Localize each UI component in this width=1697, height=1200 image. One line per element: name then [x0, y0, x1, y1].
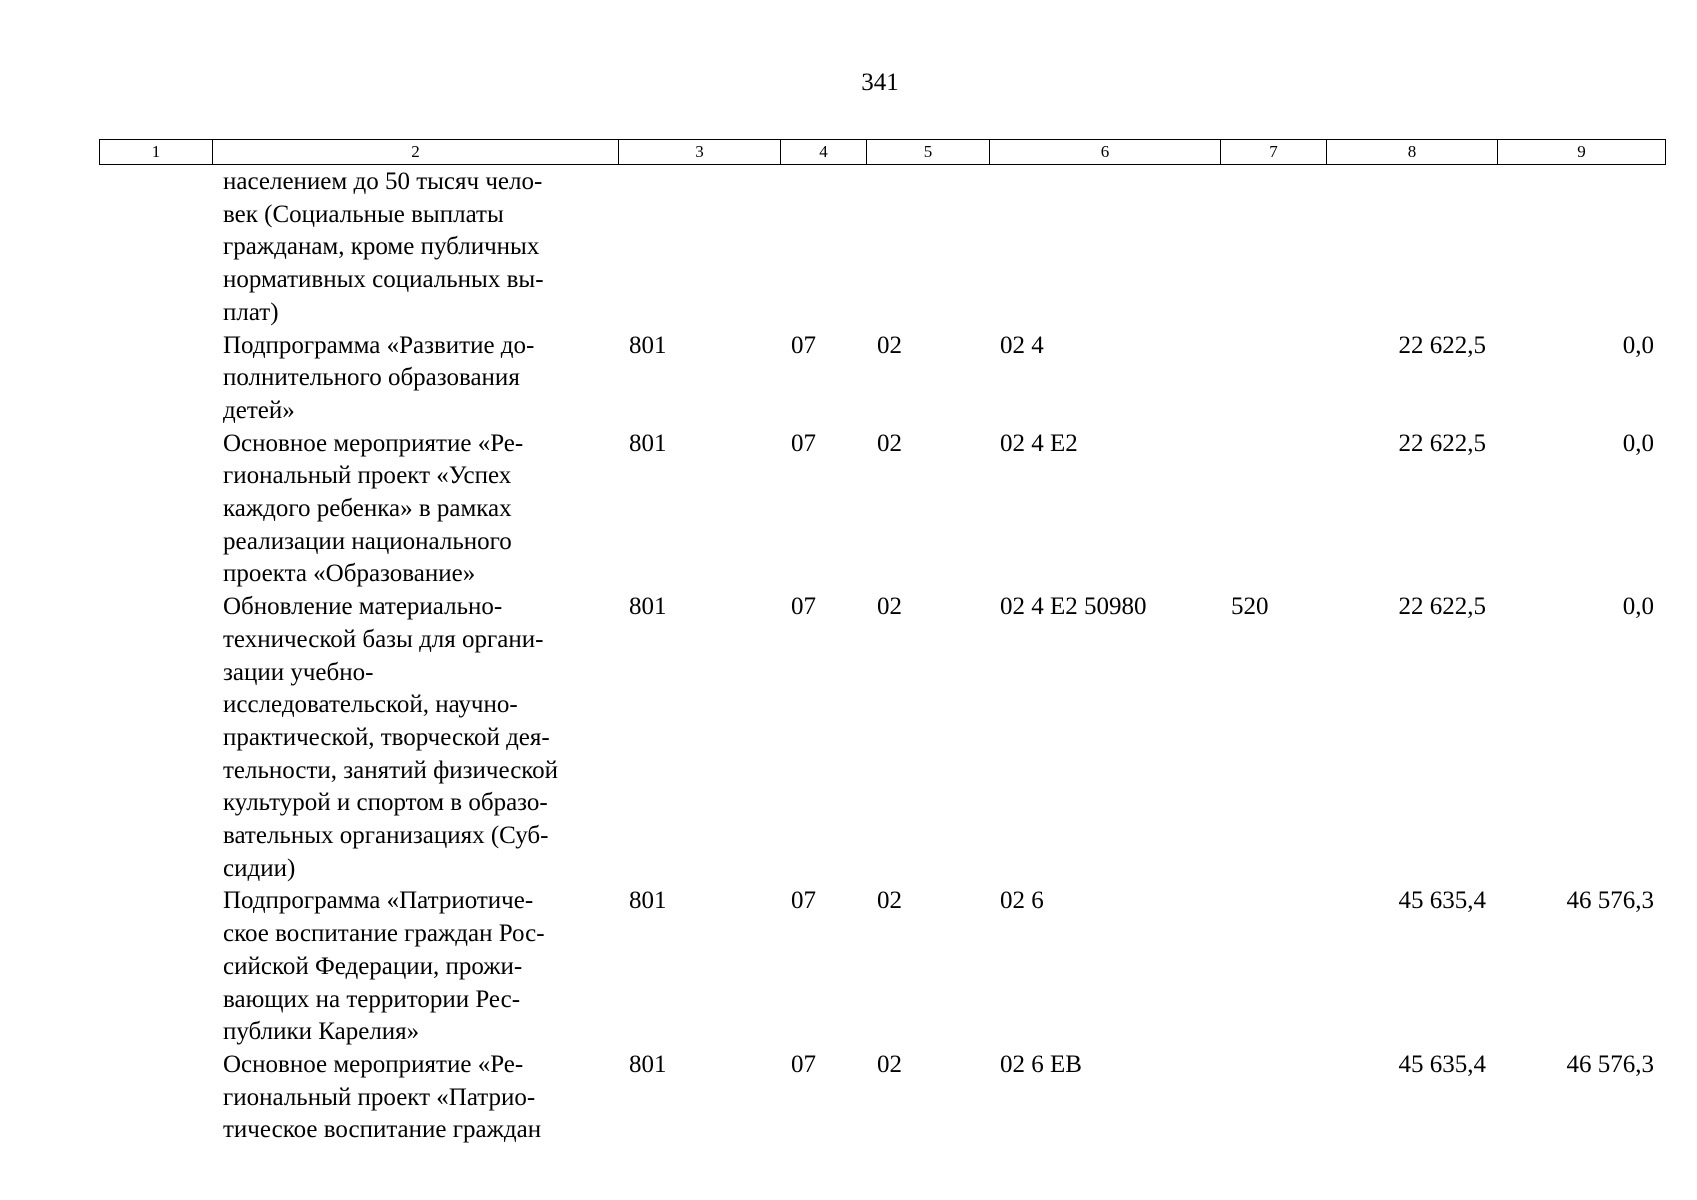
- row-number-cell: [99, 591, 212, 885]
- item-name-line: Подпрограмма «Патриотиче-: [223, 887, 534, 915]
- item-name-line: нормативных социальных вы-: [223, 266, 544, 294]
- column-header-row: [100, 140, 1666, 165]
- target-article-column-6-cell: 02 4: [1000, 331, 1044, 359]
- item-name-line: исследовательской, научно-: [223, 691, 518, 719]
- code-column-3-cell: 801: [629, 1050, 667, 1078]
- target-article-column-6-cell: 02 4 E2: [1000, 429, 1078, 457]
- amount-column-8-cell: [1326, 166, 1497, 330]
- code-column-3-cell: 801: [629, 331, 667, 359]
- item-name-line: сийской Федерации, прожи-: [223, 952, 523, 980]
- item-name-line: Основное мероприятие «Ре-: [223, 429, 524, 457]
- item-name-line: практической, творческой дея-: [223, 723, 550, 751]
- item-name-line: Обновление материально-: [223, 593, 503, 621]
- item-name-line: Подпрограмма «Развитие до-: [223, 331, 535, 359]
- item-name-line: каждого ребенка» в рамках: [223, 495, 512, 523]
- page-number: 341: [861, 69, 899, 96]
- target-article-column-6-cell: 02 6 EB: [1000, 1050, 1082, 1078]
- expense-type-column-7-cell: [1220, 166, 1326, 330]
- item-name-line: населением до 50 тысяч чело-: [223, 168, 543, 195]
- item-name-line: детей»: [223, 396, 295, 424]
- item-name-cell: [212, 591, 618, 885]
- amount-column-8-cell: 22 622,5: [1398, 593, 1486, 621]
- table-row: [99, 166, 1665, 330]
- code-column-3-cell: 801: [629, 429, 667, 457]
- subsection-column-5-cell: 02: [877, 593, 902, 621]
- amount-column-9-cell: 0,0: [1622, 593, 1654, 621]
- column-header-2: 2: [213, 140, 619, 165]
- item-name-line: вательных организациях (Суб-: [223, 822, 549, 850]
- item-name-line: ское воспитание граждан Рос-: [223, 920, 545, 948]
- section-column-4-cell: 07: [791, 593, 816, 621]
- item-name-line: век (Социальные выплаты: [223, 200, 504, 228]
- expense-type-column-7-cell: [1220, 885, 1326, 1049]
- expense-type-column-7-cell: [1220, 1049, 1326, 1147]
- item-name-line: зации учебно-: [223, 658, 374, 686]
- item-name-line: тельности, занятий физической: [223, 756, 559, 784]
- code-column-3-cell: [618, 166, 780, 330]
- item-name-cell: [212, 428, 618, 592]
- item-name-line: тическое воспитание граждан: [223, 1116, 542, 1144]
- amount-column-9-cell: 46 576,3: [1566, 1050, 1654, 1078]
- row-number-cell: [99, 330, 212, 428]
- item-name-line: гиональный проект «Патрио-: [223, 1083, 536, 1111]
- subsection-column-5-cell: 02: [877, 429, 902, 457]
- subsection-column-5-cell: 02: [877, 887, 902, 915]
- row-number-cell: [99, 1049, 212, 1147]
- column-header-table: [99, 139, 1666, 165]
- column-header-9: 9: [1498, 140, 1666, 165]
- item-name-line: реализации национального: [223, 527, 512, 555]
- table-row: [99, 1049, 1665, 1147]
- amount-column-8-cell: 45 635,4: [1398, 1050, 1486, 1078]
- row-number-cell: [99, 428, 212, 592]
- expense-type-column-7-cell: 520: [1231, 593, 1269, 621]
- row-number-cell: [99, 166, 212, 330]
- item-name-line: публики Карелия»: [223, 1018, 420, 1046]
- expense-type-column-7-cell: [1220, 428, 1326, 592]
- amount-column-9-cell: [1497, 166, 1665, 330]
- item-name-line: сидии): [223, 854, 296, 882]
- target-article-column-6-cell: [989, 166, 1220, 330]
- item-name-line: полнительного образования: [223, 364, 520, 392]
- target-article-column-6-cell: 02 4 E2 50980: [1000, 593, 1147, 621]
- budget-table: [99, 166, 1665, 1147]
- item-name-line: проекта «Образование»: [223, 560, 476, 588]
- amount-column-8-cell: 22 622,5: [1398, 331, 1486, 359]
- amount-column-9-cell: 0,0: [1622, 429, 1654, 457]
- item-name-line: культурой и спортом в образо-: [223, 789, 548, 817]
- column-header-8: 8: [1327, 140, 1498, 165]
- code-column-3-cell: 801: [629, 593, 667, 621]
- expense-type-column-7-cell: [1220, 330, 1326, 428]
- subsection-column-5-cell: 02: [877, 331, 902, 359]
- section-column-4-cell: 07: [791, 331, 816, 359]
- amount-column-8-cell: 22 622,5: [1398, 429, 1486, 457]
- amount-column-9-cell: 0,0: [1622, 331, 1654, 359]
- column-header-7: 7: [1221, 140, 1327, 165]
- subsection-column-5-cell: 02: [877, 1050, 902, 1078]
- table-row: [99, 885, 1665, 1049]
- column-header-5: 5: [867, 140, 990, 165]
- code-column-3-cell: 801: [629, 887, 667, 915]
- column-header-4: 4: [781, 140, 867, 165]
- item-name-line: Основное мероприятие «Ре-: [223, 1050, 524, 1078]
- subsection-column-5-cell: [866, 166, 989, 330]
- column-header-1: 1: [100, 140, 213, 165]
- item-name-line: технической базы для органи-: [223, 625, 544, 653]
- table-row: [99, 591, 1665, 885]
- section-column-4-cell: 07: [791, 1050, 816, 1078]
- item-name-line: плат): [223, 298, 279, 326]
- table-row: [99, 330, 1665, 428]
- amount-column-9-cell: 46 576,3: [1566, 887, 1654, 915]
- budget-table-body: [99, 166, 1665, 1147]
- table-row: [99, 428, 1665, 592]
- item-name-line: гражданам, кроме публичных: [223, 233, 540, 261]
- section-column-4-cell: 07: [791, 887, 816, 915]
- item-name-cell: [212, 330, 618, 428]
- section-column-4-cell: [780, 166, 866, 330]
- column-header-6: 6: [990, 140, 1221, 165]
- column-header-3: 3: [619, 140, 781, 165]
- item-name-cell: [212, 885, 618, 1049]
- amount-column-8-cell: 45 635,4: [1398, 887, 1486, 915]
- section-column-4-cell: 07: [791, 429, 816, 457]
- item-name-line: гиональный проект «Успех: [223, 462, 512, 490]
- item-name-line: вающих на территории Рес-: [223, 985, 521, 1013]
- row-number-cell: [99, 885, 212, 1049]
- target-article-column-6-cell: 02 6: [1000, 887, 1044, 915]
- item-name-cell: [212, 1049, 618, 1147]
- item-name-cell: [212, 166, 618, 330]
